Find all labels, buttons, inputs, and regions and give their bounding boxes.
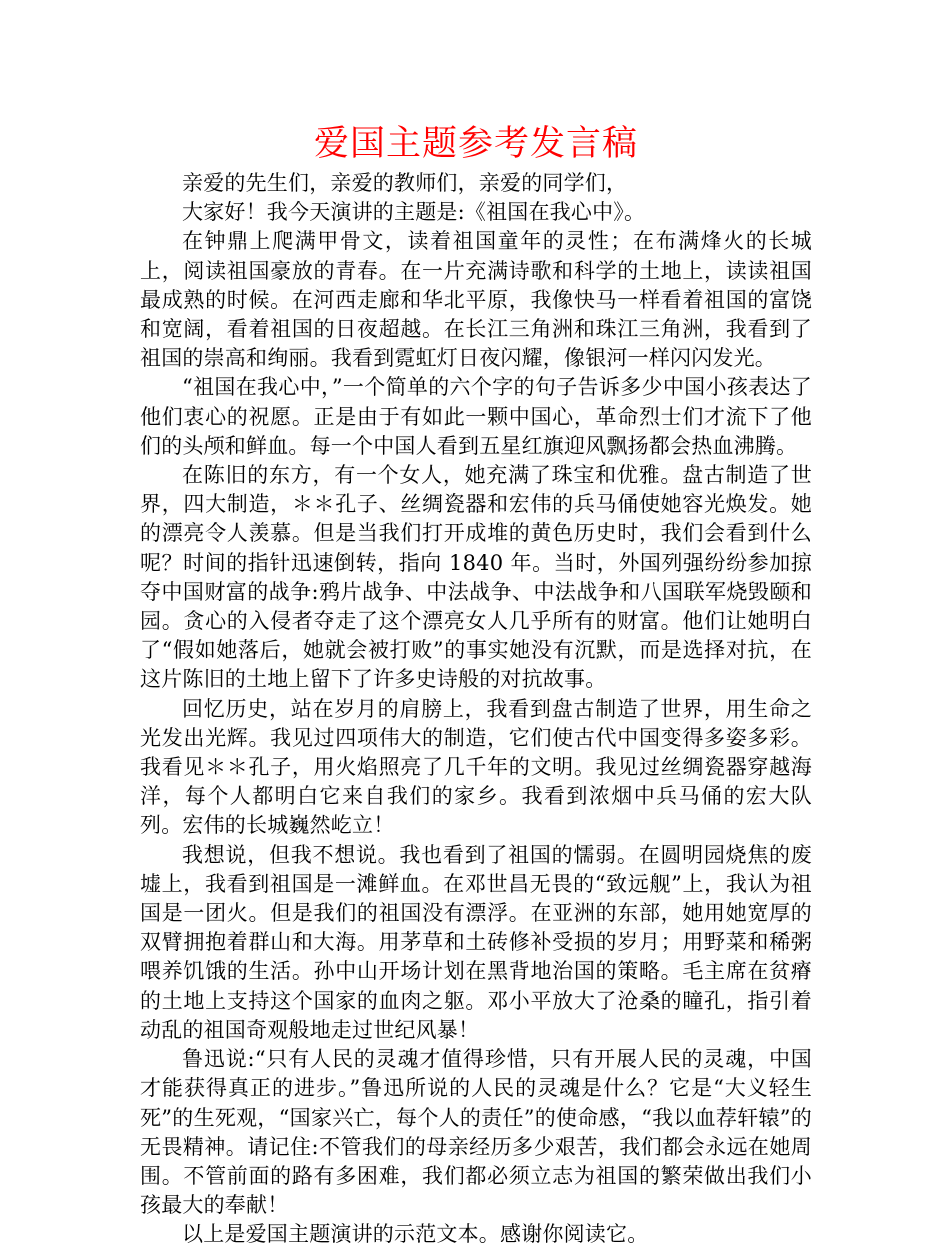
document-title: 爱国主题参考发言稿 [313,124,638,164]
paragraph-greeting: 亲爱的先生们，亲爱的教师们，亲爱的同学们， [182,171,628,195]
paragraph-topic: 大家好！我今天演讲的主题是:《祖国在我心中》。 [182,200,646,225]
paragraph: “祖国在我心中，”一个简单的六个字的句子告诉多少中国小孩表达了他们衷心的祝愿。正是由于有如此一颗中国心，革命烈士们才流下了他们的头颅和鲜血。每一个中国人看到五星红旗迎风飘扬都会热血沸腾。 [140,375,812,458]
document-body [140,169,812,1250]
document-page [140,120,812,1250]
paragraph: 回忆历史，站在岁月的肩膀上，我看到盘古制造了世界，用生命之光发出光辉。我见过四项伟大的制造，它们使古代中国变得多姿多彩。我看见＊＊孔子，用火焰照亮了几千年的文明。我见过丝绸瓷器穿越海洋，每个人都明白它来自我们的家乡。我看到浓烟中兵马俑的宏大队列。宏伟的长城巍然屹立！ [140,696,812,838]
paragraph: 在钟鼎上爬满甲骨文，读着祖国童年的灵性；在布满烽火的长城上，阅读祖国豪放的青春。在一片充满诗歌和科学的土地上，读读祖国最成熟的时候。在河西走廊和华北平原，我像快马一样看着祖国的富饶和宽阔，看着祖国的日夜超越。在长江三角洲和珠江三角洲，我看到了祖国的崇高和绚丽。我看到霓虹灯日夜闪耀，像银河一样闪闪发光。 [140,229,812,371]
paragraph: 我想说，但我不想说。我也看到了祖国的懦弱。在圆明园烧焦的废墟上，我看到祖国是一滩鲜血。在邓世昌无畏的“致远舰”上，我认为祖国是一团火。但是我们的祖国没有漂浮。在亚洲的东部，她用她宽厚的双臂拥抱着群山和大海。用茅草和土砖修补受损的岁月；用野菜和稀粥喂养饥饿的生活。孙中山开场计划在黑背地治国的策略。毛主席在贫瘠的土地上支持这个国家的血肉之躯。邓小平放大了沧桑的瞳孔，指引着动乱的祖国奇观般地走过世纪风暴！ [140,842,812,1042]
paragraph: 在陈旧的东方，有一个女人，她充满了珠宝和优雅。盘古制造了世界，四大制造，＊＊孔子、丝绸瓷器和宏伟的兵马俑使她容光焕发。她的漂亮令人羡慕。但是当我们打开成堆的黄色历史时，我们会看到什么呢？时间的指针迅速倒转，指向 1840 年。当时，外国列强纷纷参加掠夺中国财富的战争:鸦片战争、中法战争、中法战争和八国联军烧毁颐和园。贪心的入侵者夺走了这个漂亮女人几乎所有的财富。他们让她明白了“假如她落后，她就会被打败”的事实她没有沉默，而是选择对抗，在这片陈旧的土地上留下了许多史诗般的对抗故事。 [140,463,812,692]
paragraph: 鲁迅说:“只有人民的灵魂才值得珍惜，只有开展人民的灵魂，中国才能获得真正的进步。”鲁迅所说的人民的灵魂是什么？它是“大义轻生死”的生死观，“国家兴亡，每个人的责任”的使命感，“我以血荐轩辕”的无畏精神。请记住:不管我们的母亲经历多少艰苦，我们都会永远在她周围。不管前面的路有多困难，我们都必须立志为祖国的繁荣做出我们小孩最大的奉献！ [140,1047,812,1218]
paragraph-closing: 以上是爱国主题演讲的示范文本。感谢你阅读它。 [182,1222,649,1247]
